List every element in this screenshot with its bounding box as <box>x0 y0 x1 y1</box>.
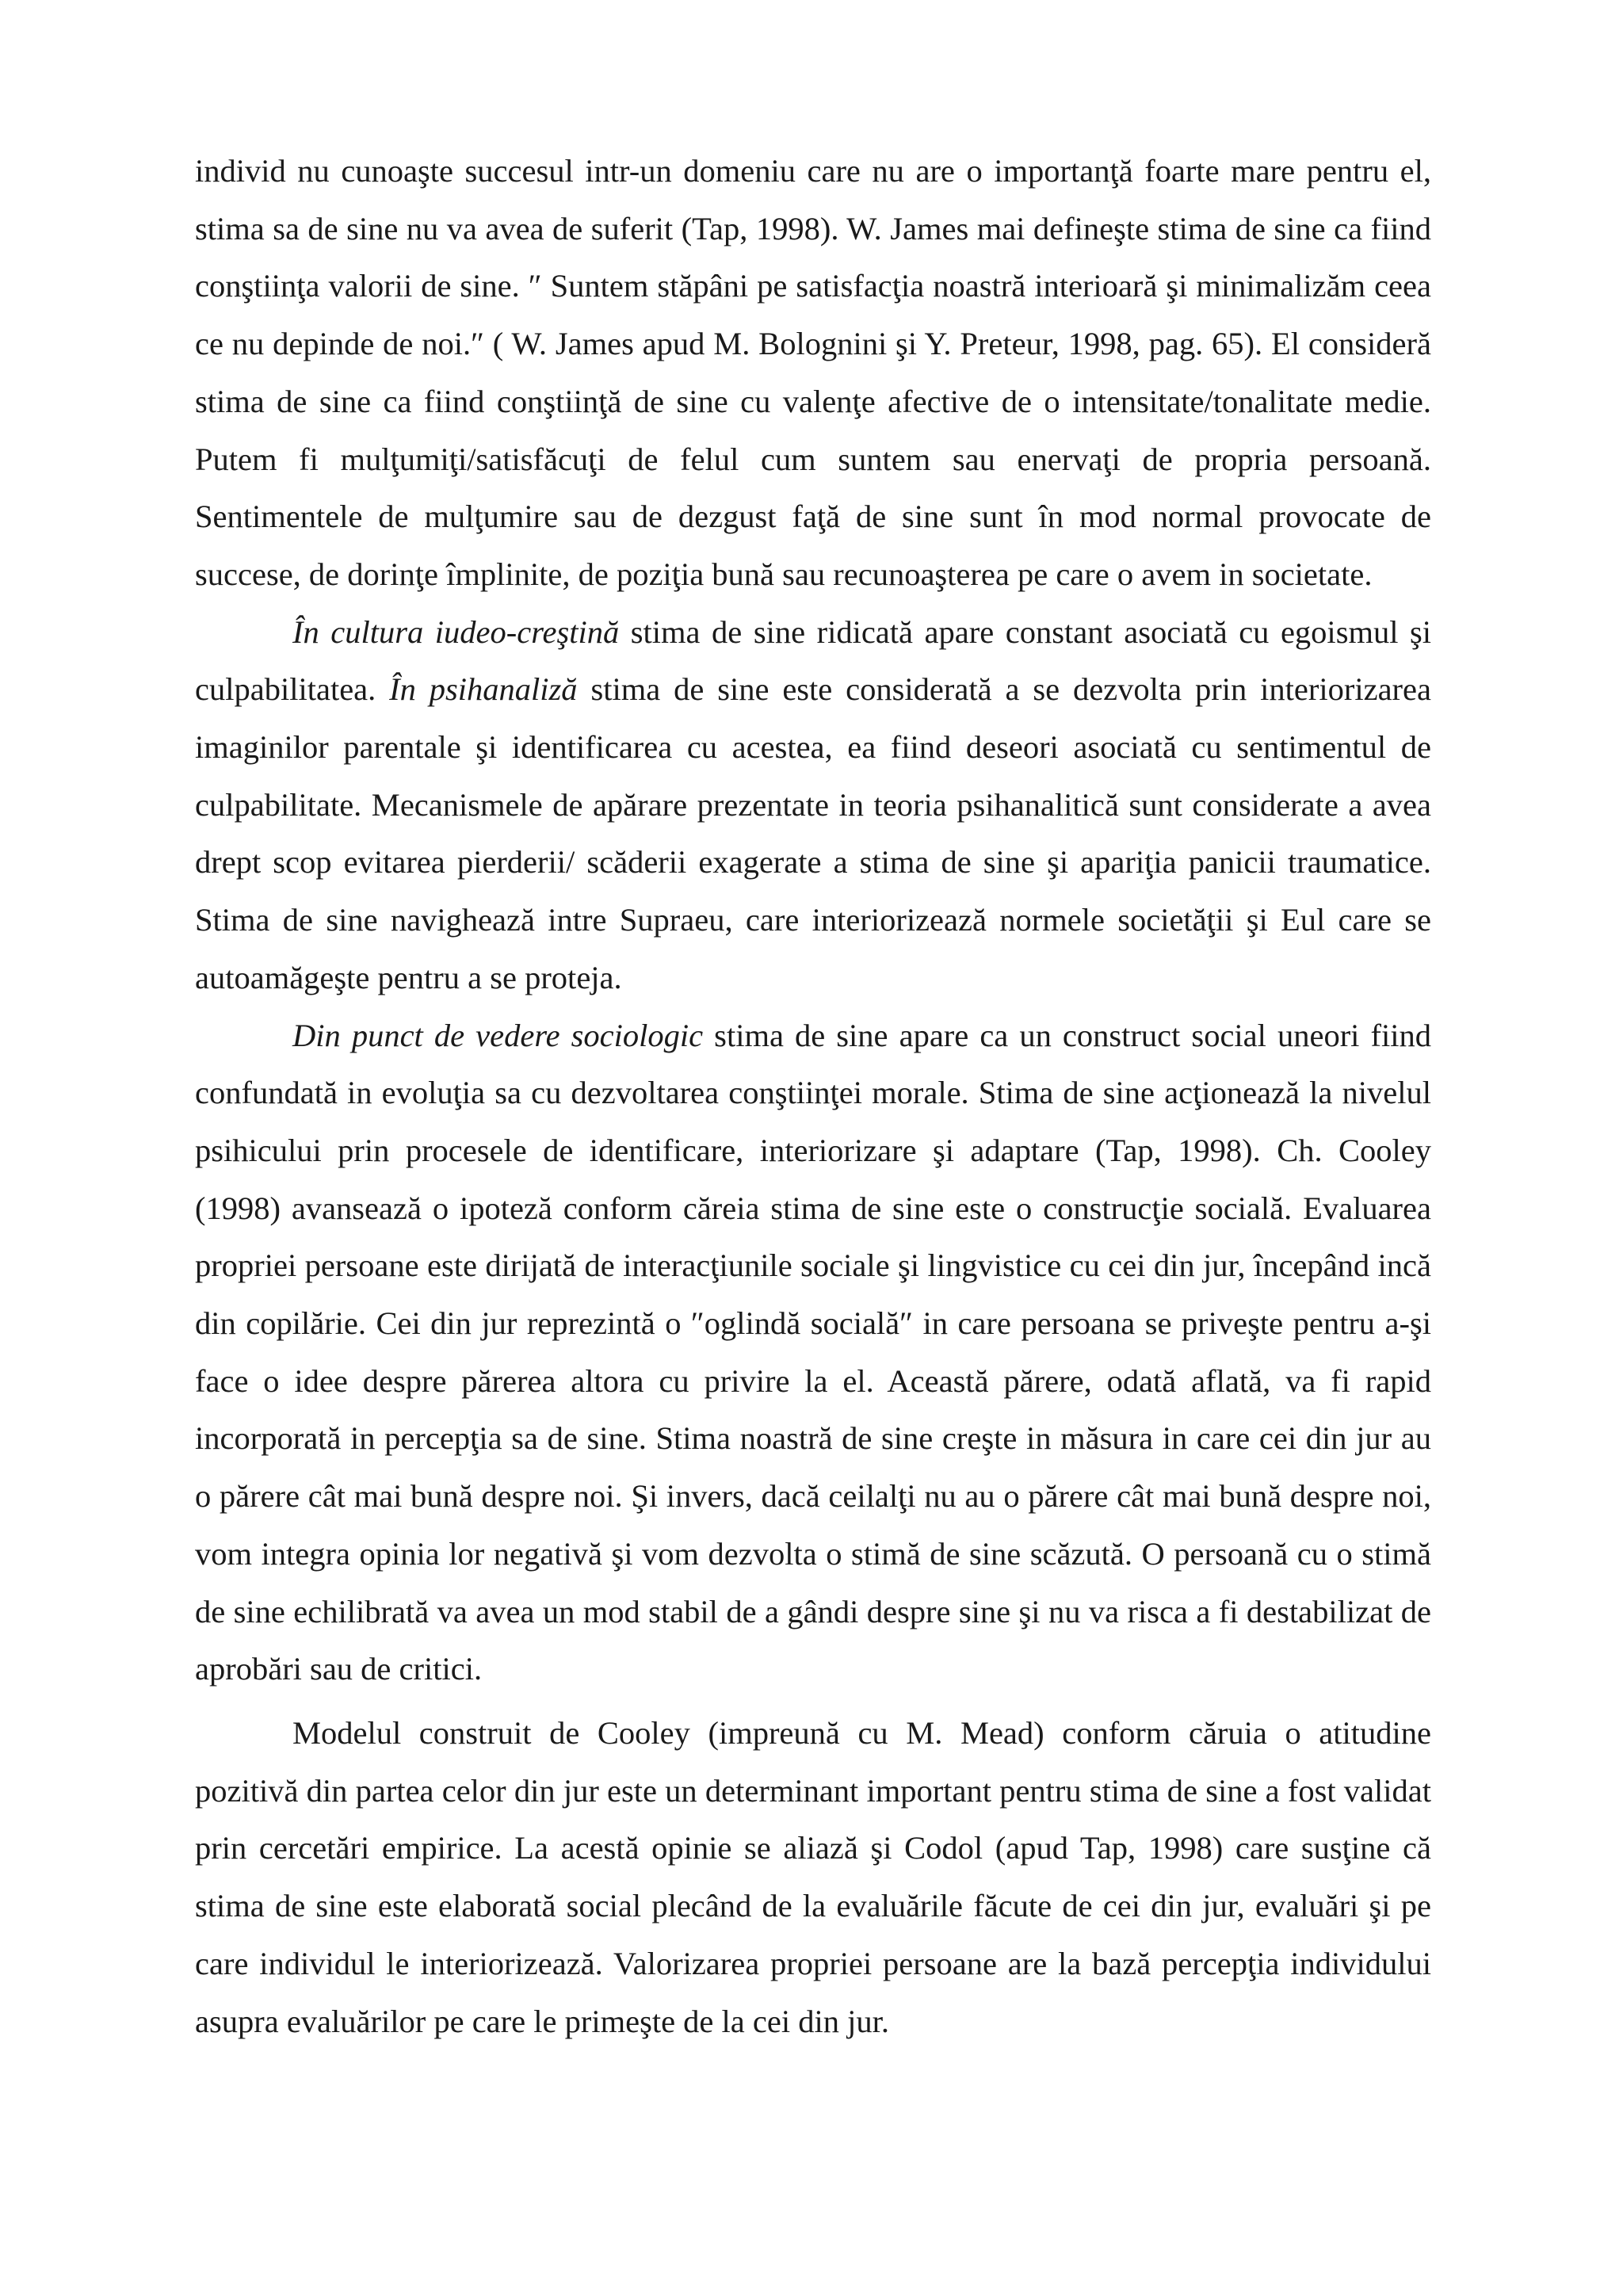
paragraph-cooley-model <box>195 1705 1431 2050</box>
italic-phrase: În cultura iudeo-creştină <box>292 613 620 650</box>
document-page <box>195 143 1431 2050</box>
italic-phrase: În psihanaliză <box>389 671 578 708</box>
paragraph-text: stima de sine este considerată a se dezvolta prin interiorizarea imaginilor parentale şi identificarea cu acestea, ea fiind deseori asociată cu sentimentul de culpabilitate. Mecanismele de apărare prezentate in teoria psihanalitică sunt considerate a avea drept scop evitarea pierderii/ scăderii exagerate a stima de sine şi apariţia panicii traumatice. Stima de sine navighează intre Supraeu, care interiorizează normele societăţii şi Eul care se autoamăgeşte pentru a se proteja. <box>195 671 1431 995</box>
italic-phrase: Din punct de vedere sociologic <box>292 1017 704 1053</box>
paragraph-continuation <box>195 143 1431 604</box>
paragraph-text: stima de sine apare ca un construct social uneori fiind confundată in evoluţia sa cu dezvoltarea conştiinţei morale. Stima de sine acţionează la nivelul psihicului prin procesele de identificare, interiorizare şi adaptare (Tap, 1998). Ch. Cooley (1998) avansează o ipoteză conform căreia stima de sine este o construcţie socială. Evaluarea propriei persoane este dirijată de interacţiunile sociale şi lingvistice cu cei din jur, începând incă din copilărie. Cei din jur reprezintă o ″oglindă socială″ in care persoana se priveşte pentru a-şi face o idee despre părerea altora cu privire la el. Această părere, odată aflată, va fi rapid incorporată in percepţia sa de sine. Stima noastră de sine creşte in măsura in care cei din jur au o părere cât mai bună despre noi. Şi invers, dacă ceilalţi nu au o părere cât mai bună despre noi, vom integra opinia lor negativă şi vom dezvolta o stimă de sine scăzută. O persoană cu o stimă de sine echilibrată va avea un mod stabil de a gândi despre sine şi nu va risca a fi destabilizat de aprobări sau de critici. <box>195 1017 1431 1687</box>
paragraph-sociologic <box>195 1007 1431 1698</box>
paragraph-text: Modelul construit de Cooley (impreună cu M. Mead) conform căruia o atitudine pozitivă din partea celor din jur este un determinant important pentru stima de sine a fost validat prin cercetări empirice. La acestă opinie se aliază şi Codol (apud Tap, 1998) care susţine că stima de sine este elaborată social plecând de la evaluările făcute de cei din jur, evaluări şi pe care individul le interiorizează. Valorizarea propriei persoane are la bază percepţia individului asupra evaluărilor pe care le primeşte de la cei din jur. <box>195 1714 1431 2039</box>
paragraph-text: stima de sine ridicată apare constant asociată cu egoismul şi culpabilitatea. <box>195 613 1432 708</box>
paragraph-text: individ nu cunoaşte succesul intr-un domeniu care nu are o importanţă foarte mare pentru el, stima sa de sine nu va avea de suferit (Tap, 1998). W. James mai defineşte stima de sine ca fiind conştiinţa valorii de sine. ″ Suntem stăpâni pe satisfacţia noastră interioară şi minimalizăm ceea ce nu depinde de noi.″ ( W. James apud M. Bolognini şi Y. Preteur, 1998, pag. 65). El consideră stima de sine ca fiind conştiinţă de sine cu valenţe afective de o intensitate/tonalitate medie. Putem fi mulţumiţi/satisfăcuţi de felul cum suntem sau enervaţi de propria persoană. Sentimentele de mulţumire sau de dezgust faţă de sine sunt în mod normal provocate de succese, de dorinţe împlinite, de poziţia bună sau recunoaşterea pe care o avem in societate. <box>195 153 1431 592</box>
paragraph-iudeo-crestina <box>195 604 1431 1007</box>
